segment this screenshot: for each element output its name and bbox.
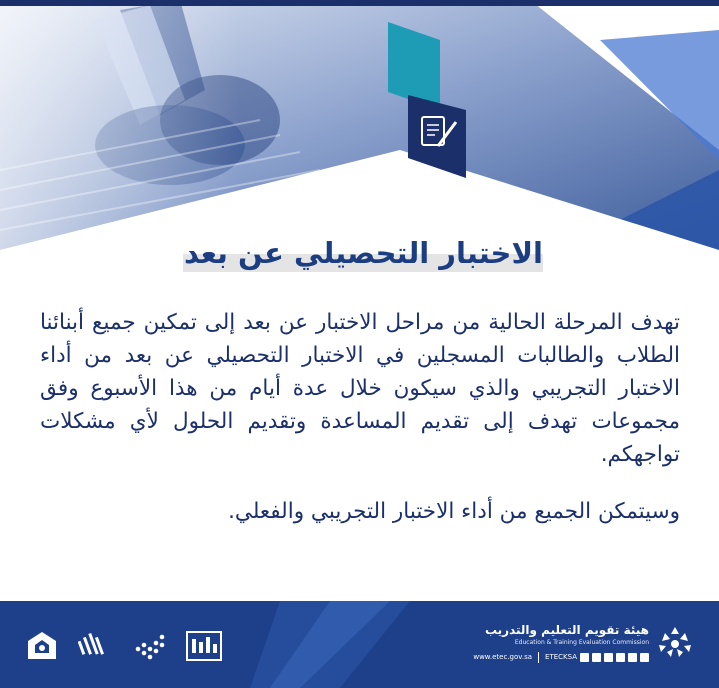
youtube-icon[interactable] xyxy=(616,653,625,662)
footer xyxy=(0,601,719,688)
website-link[interactable]: www.etec.gov.sa xyxy=(473,653,533,661)
body-text xyxy=(40,306,680,550)
instagram-icon[interactable] xyxy=(604,653,613,662)
masar-logo xyxy=(78,629,106,661)
body-paragraph-1: تهدف المرحلة الحالية من مراحل الاختبار عن بعد إلى تمكين جميع أبنائنا الطلاب والطالبات المسجلين في الاختبار التحصيلي عن بعد من أداء الاختبار التجريبي والذي سيكون خلال عدة أيام من هذا الأسبوع وفق مجموعات تهدف إلى تقديم المساعدة وتقديم الحلول لأي مشكلات تواجهكم. xyxy=(40,310,680,467)
partner-logos xyxy=(26,623,236,668)
separator xyxy=(538,652,539,663)
linkedin-icon[interactable] xyxy=(580,653,589,662)
social-bar xyxy=(473,650,649,664)
title-block xyxy=(0,232,719,280)
snapchat-icon[interactable] xyxy=(592,653,601,662)
facebook-icon[interactable] xyxy=(640,653,649,662)
qiyas-logo xyxy=(186,631,222,661)
body-paragraph-2: وسيتمكن الجميع من أداء الاختبار التجريبي والفعلي. xyxy=(228,499,680,524)
eetimad-logo xyxy=(130,627,170,663)
etec-name-arabic: هيئة تقويم التعليم والتدريب xyxy=(484,623,649,637)
etec-emblem-icon xyxy=(655,625,695,661)
twitter-icon[interactable] xyxy=(628,653,637,662)
hero-image xyxy=(0,0,719,250)
etec-name-english: Education & Training Evaluation Commission xyxy=(514,639,649,646)
social-handle[interactable]: ETECKSA xyxy=(545,653,577,661)
page-title: الاختبار التحصيلي عن بعد xyxy=(183,236,543,270)
hero-banner xyxy=(0,0,719,250)
etec-branding xyxy=(465,623,695,673)
ncaaa-logo xyxy=(26,631,58,661)
